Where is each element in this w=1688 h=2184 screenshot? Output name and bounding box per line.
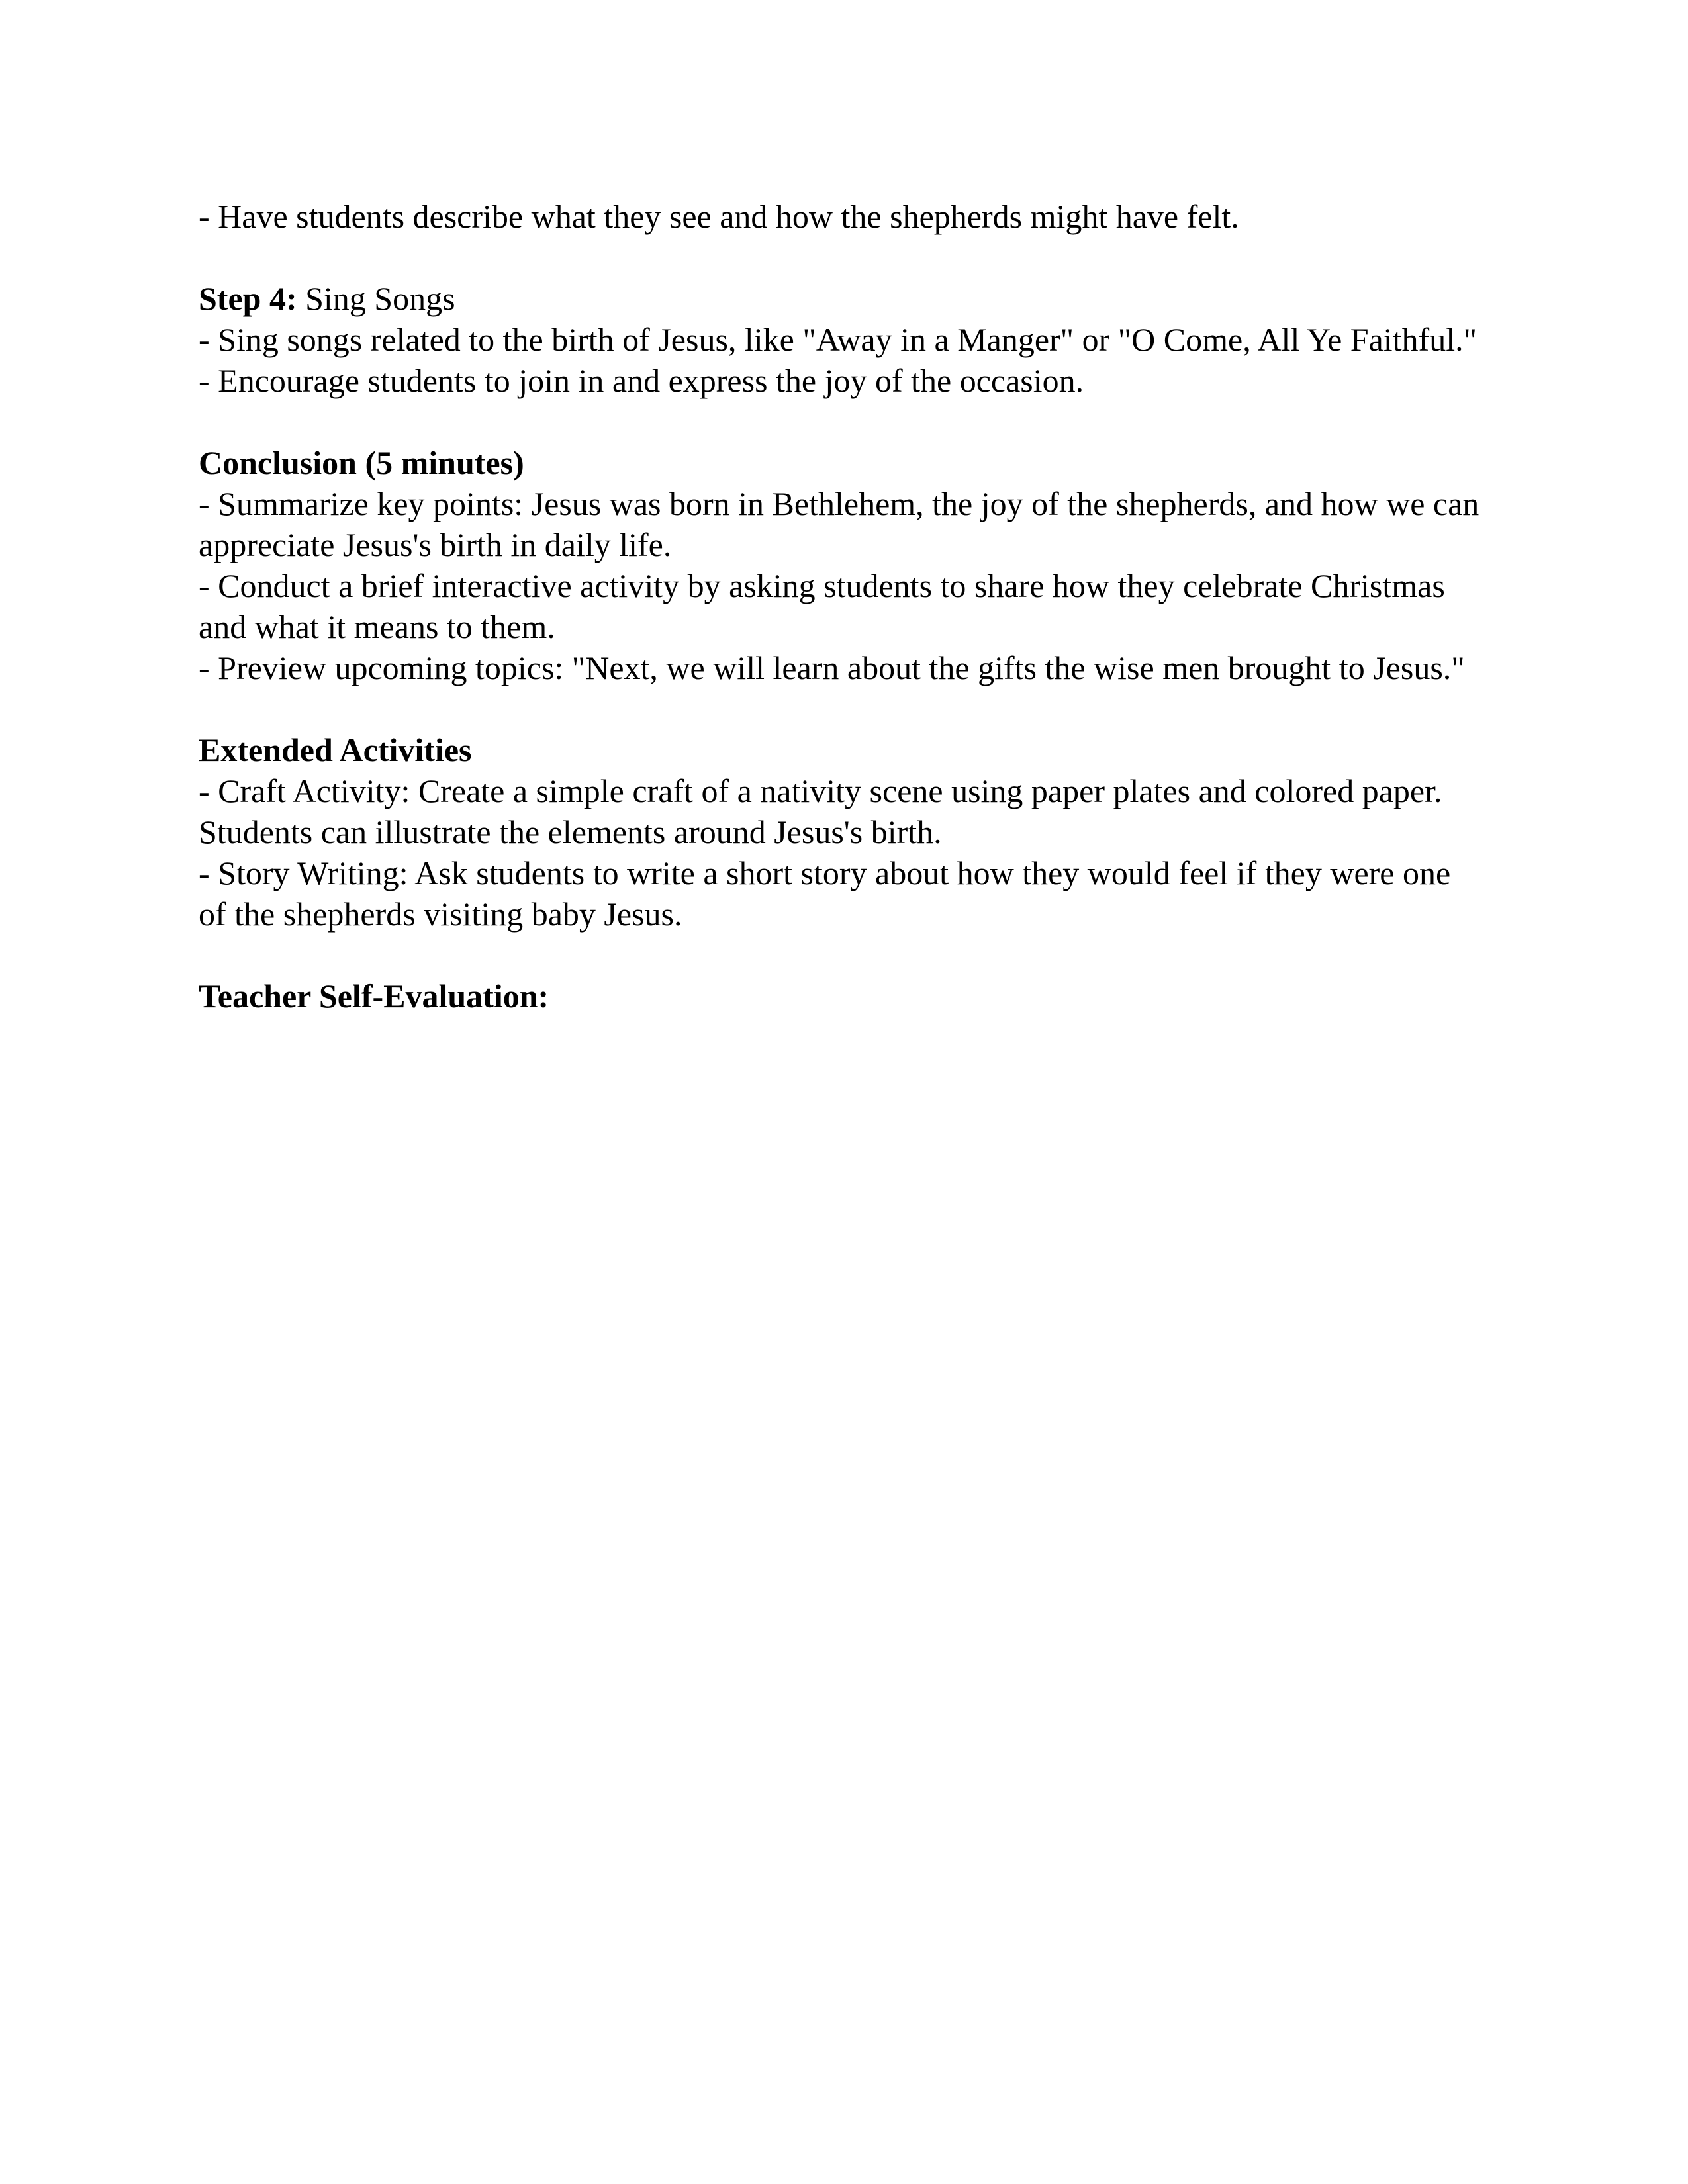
spacer bbox=[199, 934, 1516, 976]
intro-line: - Have students describe what they see and how the shepherds might have felt. bbox=[199, 198, 1239, 235]
extended-line-1: - Craft Activity: Create a simple craft of a nativity scene using paper plates and colored paper. bbox=[199, 772, 1442, 809]
conclusion-line-2: appreciate Jesus's birth in daily life. bbox=[199, 526, 672, 563]
step4-line-1: - Sing songs related to the birth of Jesus, like "Away in a Manger" or "O Come, All Ye Faithful." bbox=[199, 321, 1477, 358]
step4-heading bbox=[199, 278, 1516, 319]
conclusion-line-5: - Preview upcoming topics: "Next, we will learn about the gifts the wise men brought to Jesus." bbox=[199, 649, 1465, 686]
spacer bbox=[199, 237, 1516, 278]
spacer bbox=[199, 688, 1516, 729]
extended-line-2: Students can illustrate the elements around Jesus's birth. bbox=[199, 813, 942, 850]
conclusion-line-1: - Summarize key points: Jesus was born in Bethlehem, the joy of the shepherds, and how we can bbox=[199, 485, 1479, 522]
spacer bbox=[199, 401, 1516, 442]
extended-heading: Extended Activities bbox=[199, 731, 472, 768]
evaluation-heading: Teacher Self-Evaluation: bbox=[199, 978, 549, 1015]
conclusion-line-3: - Conduct a brief interactive activity by asking students to share how they celebrate Christmas bbox=[199, 567, 1445, 604]
extended-line-4: of the shepherds visiting baby Jesus. bbox=[199, 895, 682, 933]
conclusion-line-4: and what it means to them. bbox=[199, 608, 555, 645]
conclusion-heading: Conclusion (5 minutes) bbox=[199, 444, 524, 481]
step4-label: Step 4: bbox=[199, 280, 297, 317]
document-body bbox=[199, 196, 1516, 1017]
extended-line-3: - Story Writing: Ask students to write a short story about how they would feel if they were one bbox=[199, 854, 1451, 891]
step4-line-2: - Encourage students to join in and express the joy of the occasion. bbox=[199, 362, 1084, 399]
step4-title: Sing Songs bbox=[297, 280, 455, 317]
